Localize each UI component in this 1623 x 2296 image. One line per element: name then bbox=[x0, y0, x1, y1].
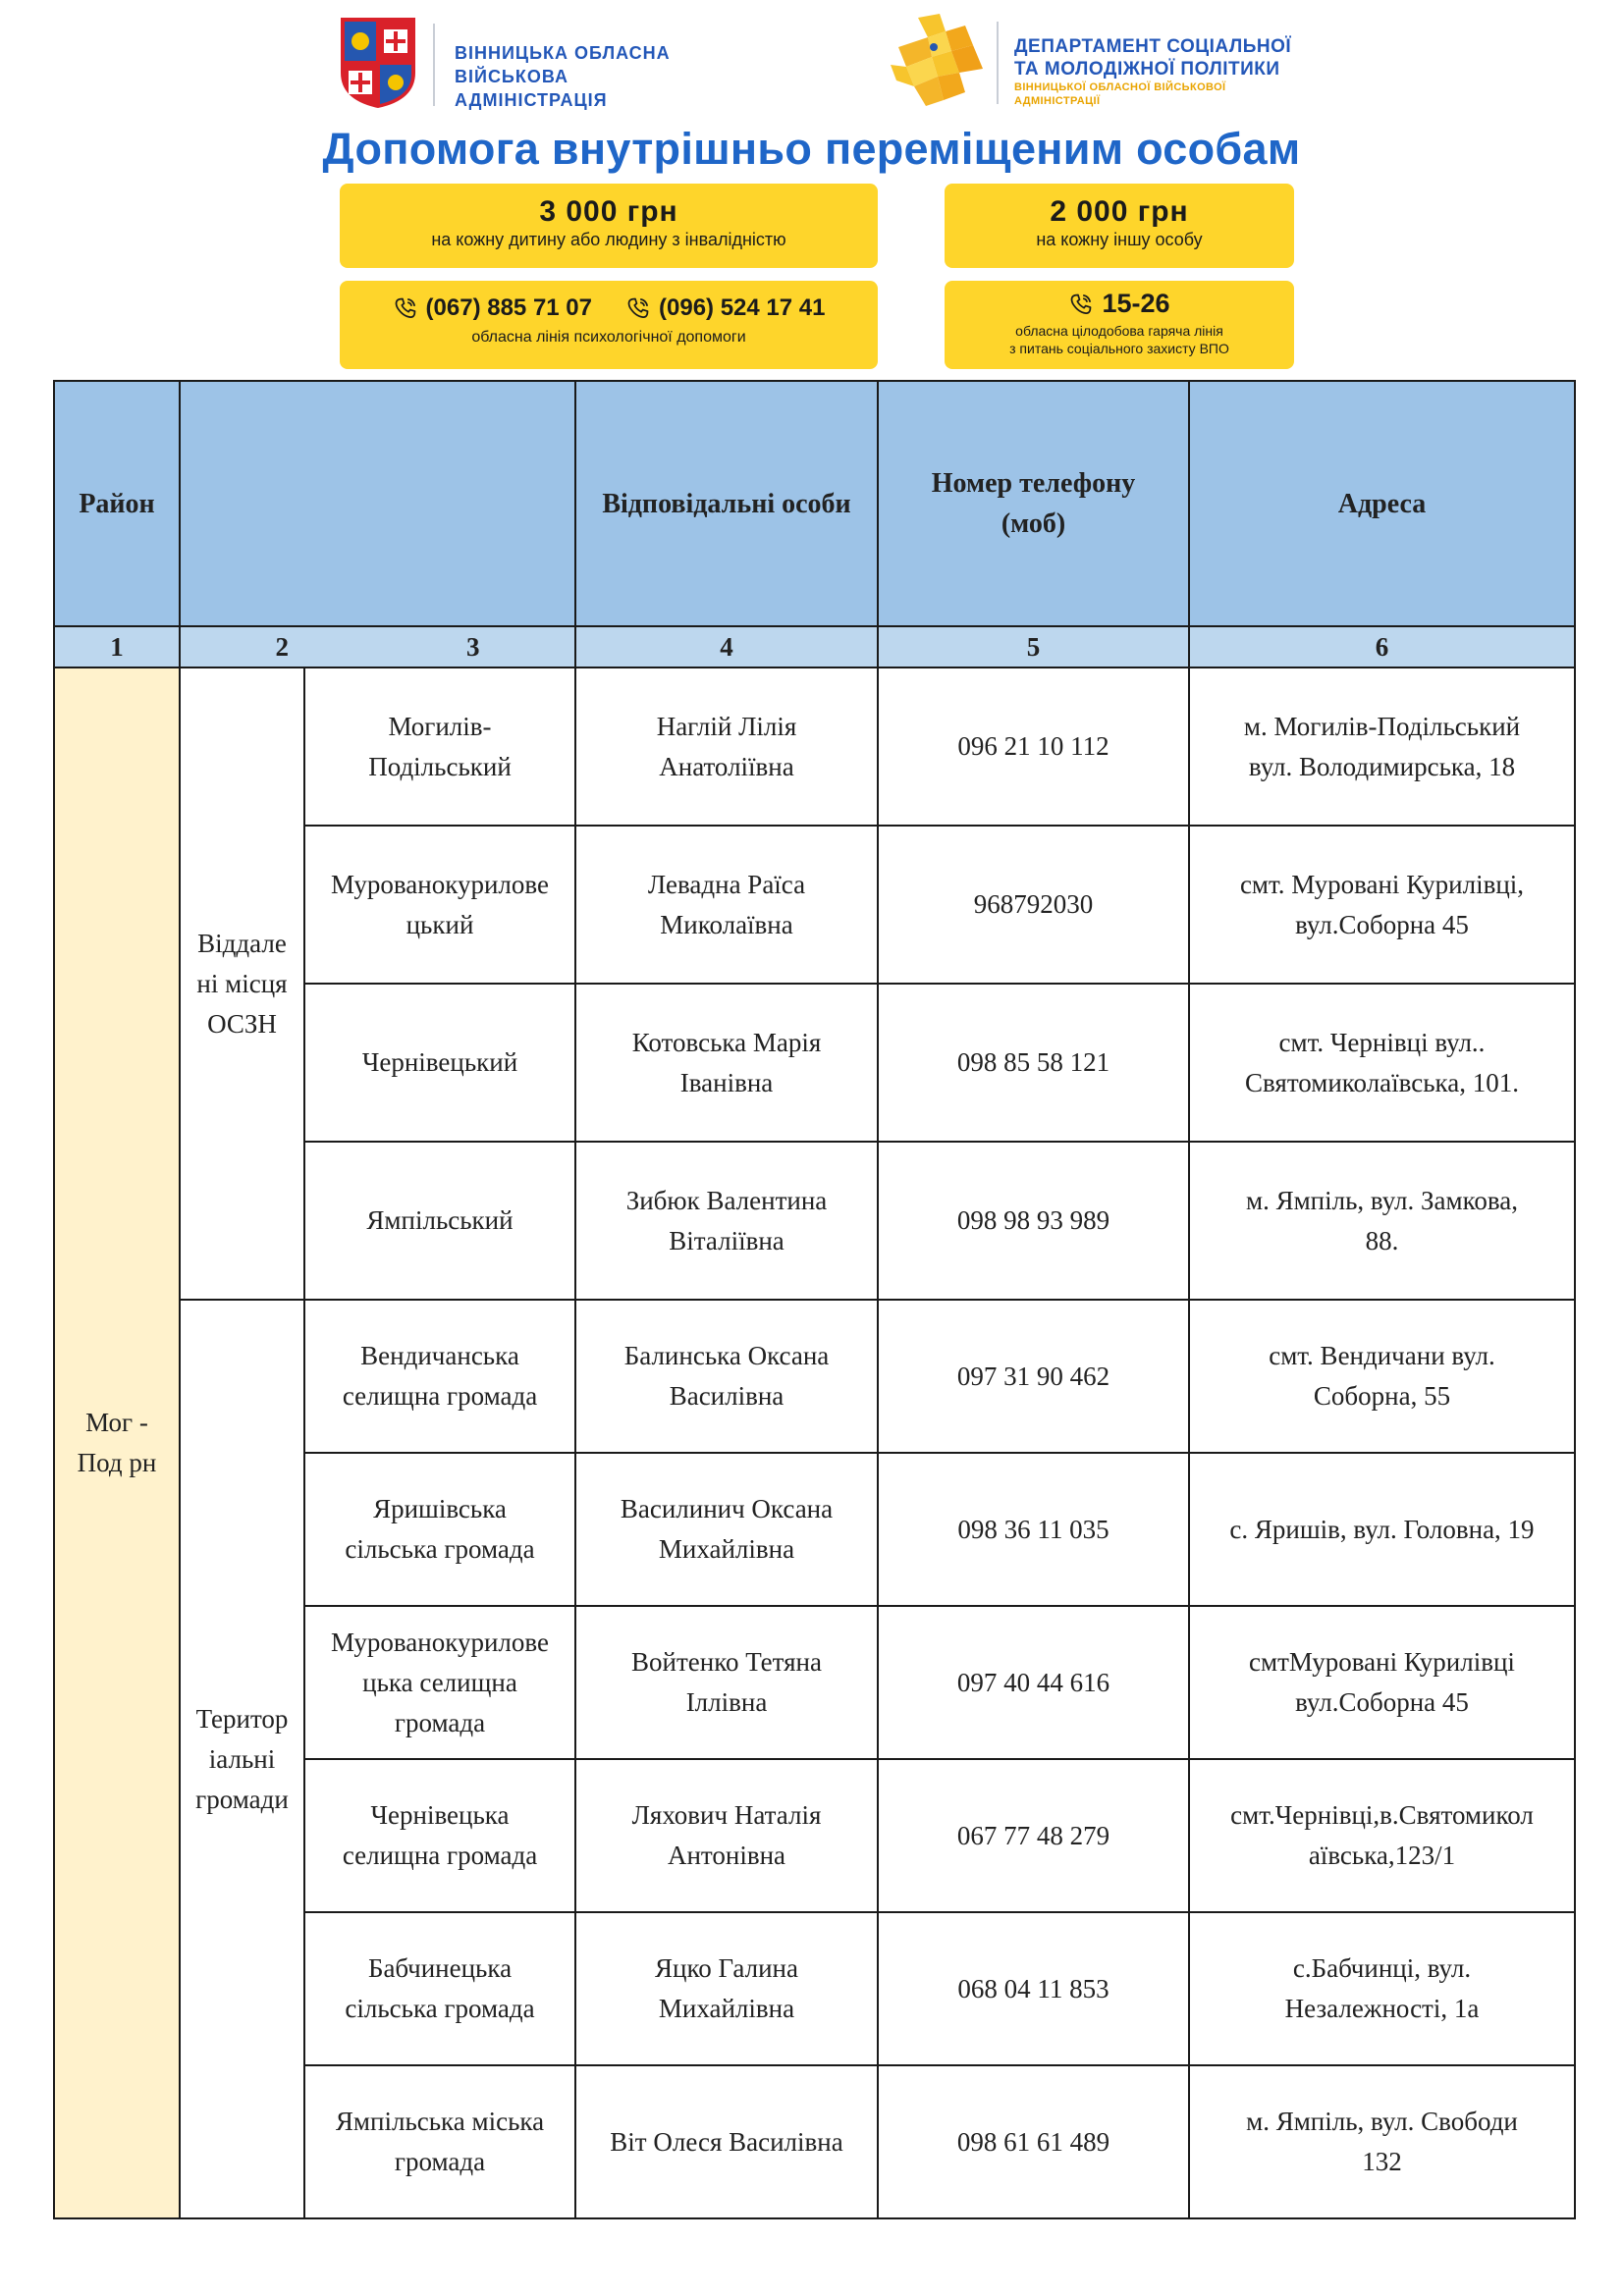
person-cell-line: Іллівна bbox=[685, 1687, 768, 1717]
address-cell-line: с. Яришів, вул. Головна, 19 bbox=[1229, 1514, 1535, 1544]
unit-cell-line: Подільський bbox=[368, 751, 512, 781]
person-cell bbox=[575, 1759, 878, 1912]
phone-icon bbox=[625, 295, 651, 321]
child-amount: 3 000 грн bbox=[539, 195, 678, 228]
unit-cell-line: громада bbox=[394, 1707, 486, 1737]
right-org-line2: ТА МОЛОДІЖНОЇ ПОЛІТИКИ bbox=[1014, 59, 1280, 80]
header-district: Район bbox=[54, 381, 180, 626]
address-cell-line: 132 bbox=[1362, 2147, 1402, 2176]
person-cell-line: Яцко Галина bbox=[655, 1953, 798, 1983]
person-cell-line: Василинич Оксана bbox=[620, 1494, 834, 1523]
group-line: Віддале bbox=[197, 928, 287, 958]
col-num-1: 1 bbox=[54, 626, 180, 667]
person-cell bbox=[575, 667, 878, 826]
person-cell-line: Балинська Оксана bbox=[623, 1341, 830, 1370]
hotline-text: 15-26 bbox=[1102, 289, 1170, 318]
right-org-name bbox=[1014, 35, 1301, 108]
unit-cell bbox=[304, 1759, 575, 1912]
address-cell bbox=[1189, 1142, 1575, 1300]
person-cell-line: Василівна bbox=[669, 1381, 784, 1411]
right-org-line3: ВІННИЦЬКОЇ ОБЛАСНОЇ ВІЙСЬКОВОЇ АДМІНІСТРАЦІЇ bbox=[1014, 81, 1226, 107]
unit-cell bbox=[304, 1912, 575, 2065]
table-row bbox=[54, 1300, 1575, 1453]
other-payment-badge bbox=[945, 184, 1294, 268]
address-cell bbox=[1189, 1912, 1575, 2065]
logo-divider bbox=[433, 24, 435, 106]
phone-icon bbox=[1068, 292, 1094, 317]
address-cell bbox=[1189, 984, 1575, 1142]
hotline-desc-1: обласна цілодобова гаряча лінія bbox=[1015, 322, 1223, 339]
unit-cell bbox=[304, 826, 575, 984]
group-cell-remote bbox=[180, 667, 304, 1300]
group-cell-territorial bbox=[180, 1300, 304, 2218]
address-cell-line: вул.Соборна 45 bbox=[1295, 1687, 1469, 1717]
group-line: громади bbox=[195, 1784, 289, 1814]
unit-cell-line: Вендичанська bbox=[360, 1341, 519, 1370]
district-line: Под рн bbox=[77, 1448, 157, 1477]
phone-cell[interactable]: 098 85 58 121 bbox=[878, 984, 1189, 1142]
unit-cell-line: Ямпільський bbox=[366, 1205, 514, 1235]
unit-cell bbox=[304, 1606, 575, 1759]
person-cell-line: Левадна Раїса bbox=[647, 869, 806, 899]
unit-cell-line: громада bbox=[394, 2147, 486, 2176]
psych-phone-1-text: (067) 885 71 07 bbox=[425, 294, 592, 321]
district-cell bbox=[54, 667, 180, 2218]
child-desc: на кожну дитину або людину з інвалідністю bbox=[431, 230, 786, 249]
address-cell-line: 88. bbox=[1365, 1225, 1399, 1255]
address-cell bbox=[1189, 1606, 1575, 1759]
psych-help-badge bbox=[340, 281, 878, 369]
phone-cell[interactable]: 098 61 61 489 bbox=[878, 2065, 1189, 2218]
phone-cell[interactable]: 097 40 44 616 bbox=[878, 1606, 1189, 1759]
psych-phone-1[interactable] bbox=[393, 294, 592, 322]
unit-cell-line: цький bbox=[406, 909, 474, 939]
address-cell bbox=[1189, 667, 1575, 826]
table-row bbox=[54, 667, 1575, 826]
phone-cell[interactable]: 968792030 bbox=[878, 826, 1189, 984]
child-payment-badge bbox=[340, 184, 878, 268]
header-blank bbox=[180, 381, 575, 626]
person-cell bbox=[575, 1606, 878, 1759]
address-cell bbox=[1189, 1300, 1575, 1453]
group-line: ні місця bbox=[196, 968, 288, 998]
unit-cell-line: цька селищна bbox=[362, 1667, 517, 1697]
col-num-6: 6 bbox=[1189, 626, 1575, 667]
person-cell bbox=[575, 1142, 878, 1300]
regional-administration-logo bbox=[339, 16, 712, 114]
left-org-name bbox=[455, 41, 712, 112]
address-cell-line: Соборна, 55 bbox=[1313, 1381, 1451, 1411]
person-cell-line: Антонівна bbox=[667, 1841, 786, 1870]
person-cell bbox=[575, 1912, 878, 2065]
address-cell bbox=[1189, 826, 1575, 984]
phone-cell[interactable]: 068 04 11 853 bbox=[878, 1912, 1189, 2065]
person-cell-line: Михайлівна bbox=[658, 1534, 795, 1564]
unit-cell bbox=[304, 984, 575, 1142]
person-cell bbox=[575, 826, 878, 984]
address-cell-line: Незалежності, 1а bbox=[1284, 1994, 1480, 2023]
unit-cell-line: Чернівецька bbox=[370, 1800, 510, 1830]
unit-cell bbox=[304, 1453, 575, 1606]
phone-cell[interactable]: 096 21 10 112 bbox=[878, 667, 1189, 826]
unit-cell-line: сільська громада bbox=[345, 1534, 535, 1564]
phone-cell[interactable]: 097 31 90 462 bbox=[878, 1300, 1189, 1453]
person-cell-line: Котовська Марія bbox=[631, 1027, 822, 1057]
table-body bbox=[54, 667, 1575, 2218]
address-cell-line: вул.Соборна 45 bbox=[1295, 909, 1469, 939]
person-cell-line: Віталіївна bbox=[669, 1225, 784, 1255]
header-phone bbox=[878, 381, 1189, 626]
person-cell-line: Михайлівна bbox=[658, 1994, 795, 2023]
person-cell-line: Анатоліївна bbox=[659, 751, 794, 781]
address-cell bbox=[1189, 2065, 1575, 2218]
col-num-3: 3 bbox=[466, 632, 480, 662]
col-num-4: 4 bbox=[575, 626, 878, 667]
person-cell-line: Наглій Лілія bbox=[656, 711, 797, 741]
psych-phone-2-text: (096) 524 17 41 bbox=[659, 294, 826, 321]
hotline-badge bbox=[945, 281, 1294, 369]
psych-phone-2[interactable] bbox=[625, 294, 825, 322]
header-phone-line2: (моб) bbox=[1001, 508, 1066, 539]
address-cell-line: с.Бабчинці, вул. bbox=[1292, 1953, 1472, 1983]
address-cell-line: аївська,123/1 bbox=[1308, 1841, 1456, 1870]
contacts-table bbox=[53, 380, 1576, 2219]
unit-cell-line: сільська громада bbox=[345, 1994, 535, 2023]
unit-cell-line: селищна громада bbox=[342, 1381, 538, 1411]
header-phone-line1: Номер телефону bbox=[931, 468, 1136, 499]
coat-of-arms-icon bbox=[339, 16, 417, 110]
col-num-2-3 bbox=[180, 626, 575, 667]
psych-desc: обласна лінія психологічної допомоги bbox=[471, 329, 746, 346]
address-cell-line: смтМуровані Курилівці bbox=[1249, 1647, 1515, 1677]
address-cell bbox=[1189, 1453, 1575, 1606]
region-mosaic-icon bbox=[889, 12, 987, 110]
unit-cell bbox=[304, 1142, 575, 1300]
unit-cell bbox=[304, 1300, 575, 1453]
address-cell bbox=[1189, 1759, 1575, 1912]
group-line: іальні bbox=[208, 1743, 276, 1774]
person-cell bbox=[575, 984, 878, 1142]
hotline-desc-2: з питань соціального захисту ВПО bbox=[1009, 340, 1229, 356]
person-cell-line: Віт Олеся Василівна bbox=[610, 2126, 843, 2157]
unit-cell-line: Мурованокурилове bbox=[331, 869, 549, 899]
address-cell-line: Святомиколаївська, 101. bbox=[1245, 1067, 1519, 1097]
unit-cell-line: Могилів- bbox=[388, 711, 492, 741]
phone-icon bbox=[393, 295, 418, 321]
address-cell-line: м. Ямпіль, вул. Свободи bbox=[1246, 2107, 1518, 2136]
unit-cell-line: Ямпільська міська bbox=[335, 2107, 545, 2136]
department-logo bbox=[889, 12, 1301, 110]
header-responsible: Відповідальні особи bbox=[575, 381, 878, 626]
hotline-number[interactable] bbox=[1068, 289, 1169, 319]
header-address: Адреса bbox=[1189, 381, 1575, 626]
unit-cell-line: Яришівська bbox=[373, 1494, 507, 1523]
person-cell bbox=[575, 1300, 878, 1453]
col-num-5: 5 bbox=[878, 626, 1189, 667]
unit-cell-line: селищна громада bbox=[342, 1841, 538, 1870]
person-cell-line: Ляхович Наталія bbox=[631, 1800, 822, 1830]
address-cell-line: м. Могилів-Подільський bbox=[1243, 711, 1521, 741]
page-title: Допомога внутрішньо переміщеним особам bbox=[322, 124, 1301, 174]
phone-cell[interactable]: 067 77 48 279 bbox=[878, 1759, 1189, 1912]
logo-divider bbox=[997, 22, 999, 104]
unit-cell-line: Бабчинецька bbox=[367, 1953, 513, 1983]
group-line: Територ bbox=[195, 1703, 289, 1734]
unit-cell bbox=[304, 667, 575, 826]
phone-cell[interactable]: 098 98 93 989 bbox=[878, 1142, 1189, 1300]
other-amount: 2 000 грн bbox=[1050, 195, 1189, 228]
person-cell-line: Зибюк Валентина bbox=[625, 1185, 828, 1215]
address-cell-line: смт. Муровані Курилівці, bbox=[1239, 869, 1525, 899]
district-line: Мог - bbox=[85, 1408, 148, 1437]
table-header-row bbox=[54, 381, 1575, 626]
address-cell-line: смт. Чернівці вул.. bbox=[1278, 1027, 1486, 1057]
person-cell bbox=[575, 2065, 878, 2218]
other-desc: на кожну іншу особу bbox=[1036, 230, 1203, 249]
left-org-line2: ВІЙСЬКОВА АДМІНІСТРАЦІЯ bbox=[455, 67, 608, 110]
unit-cell bbox=[304, 2065, 575, 2218]
column-number-row bbox=[54, 626, 1575, 667]
person-cell-line: Іванівна bbox=[679, 1067, 774, 1097]
col-num-2: 2 bbox=[275, 632, 289, 662]
address-cell-line: смт. Вендичани вул. bbox=[1269, 1341, 1495, 1370]
phone-cell[interactable]: 098 36 11 035 bbox=[878, 1453, 1189, 1606]
unit-cell-line: Чернівецький bbox=[361, 1047, 518, 1077]
unit-cell-line: Мурованокурилове bbox=[331, 1627, 549, 1657]
address-cell-line: вул. Володимирська, 18 bbox=[1248, 751, 1516, 781]
right-org-line1: ДЕПАРТАМЕНТ СОЦІАЛЬНОЇ bbox=[1014, 36, 1292, 57]
address-cell-line: м. Ямпіль, вул. Замкова, bbox=[1245, 1185, 1518, 1215]
address-cell-line: смт.Чернівці,в.Святомикол bbox=[1230, 1800, 1534, 1830]
person-cell-line: Войтенко Тетяна bbox=[631, 1647, 822, 1677]
person-cell-line: Миколаївна bbox=[660, 909, 793, 939]
group-line: ОСЗН bbox=[207, 1008, 277, 1039]
left-org-line1: ВІННИЦЬКА ОБЛАСНА bbox=[455, 43, 671, 63]
person-cell bbox=[575, 1453, 878, 1606]
